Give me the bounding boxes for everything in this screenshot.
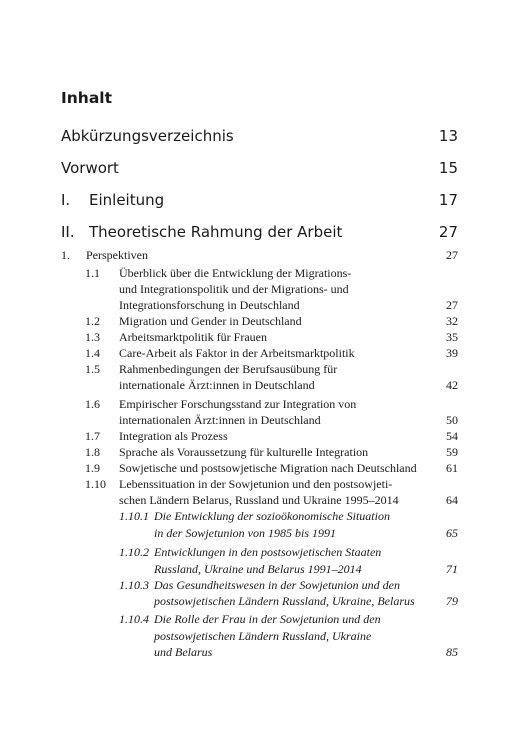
toc-subentry-line: in der Sowjetunion von 1985 bis 1991 — [154, 526, 336, 540]
toc-entry-page: 17 — [438, 191, 458, 209]
toc-entry-line: Überblick über die Entwicklung der Migrations- — [119, 266, 352, 280]
toc-subentry-page: 85 — [446, 645, 458, 659]
toc-subentry-line: Entwicklungen in den postsowjetischen Staaten — [154, 545, 382, 559]
toc-subentry-line: Das Gesundheitswesen in der Sowjetunion und den — [154, 578, 400, 592]
toc-entry-line: Integrationsforschung in Deutschland — [119, 298, 300, 312]
toc-entry-number: 1.2 — [85, 314, 100, 328]
toc-subentry-line: Die Entwicklung der sozioökonomische Situation — [154, 509, 390, 523]
toc-subentry-page: 71 — [446, 562, 458, 576]
toc-subentry-page: 65 — [446, 526, 458, 540]
toc-entry-line: Sowjetische und postsowjetische Migration nach Deutschland — [119, 461, 417, 475]
toc-subentry-line: und Belarus — [154, 645, 213, 659]
toc-subentry-line: Die Rolle der Frau in der Sowjetunion und den — [154, 612, 381, 626]
toc-entry-line: internationalen Ärzt:innen in Deutschland — [119, 413, 321, 427]
toc-entry-number: 1.9 — [85, 461, 100, 475]
toc-entry-line: Empirischer Forschungsstand zur Integration von — [119, 397, 357, 411]
toc-subentry-line: postsowjetischen Ländern Russland, Ukraine — [154, 629, 372, 643]
toc-entry-line: Arbeitsmarktpolitik für Frauen — [119, 330, 267, 344]
toc-entry-page: 27 — [438, 223, 458, 241]
toc-entry-page: 35 — [446, 330, 458, 344]
toc-entry-number: 1.8 — [85, 445, 100, 459]
toc-entry-line: Rahmenbedingungen der Berufsausübung für — [119, 362, 338, 376]
toc-entry-number: 1.3 — [85, 330, 100, 344]
toc-entry-page: 64 — [446, 493, 458, 507]
toc-entry-page: 13 — [438, 127, 458, 145]
toc-entry-line: Integration als Prozess — [119, 429, 228, 443]
toc-entry-number: I. — [61, 191, 71, 209]
toc-entry-line: internationale Ärzt:innen in Deutschland — [119, 378, 315, 392]
toc-entry-line: Sprache als Voraussetzung für kulturelle Integration — [119, 445, 369, 459]
toc-entry-title: Vorwort — [61, 159, 119, 177]
toc-entry-page: 32 — [446, 314, 458, 328]
toc-entry-line: Migration und Gender in Deutschland — [119, 314, 302, 328]
toc-entry-number: 1.10 — [85, 477, 106, 491]
toc-entry-number: 1.7 — [85, 429, 100, 443]
toc-entry-page: 15 — [438, 159, 458, 177]
toc-entry-line: Lebenssituation in der Sowjetunion und den postsowjeti- — [119, 477, 393, 491]
toc-entry-number: 1.1 — [85, 266, 100, 280]
toc-entry-page: 61 — [446, 461, 458, 475]
toc-subentry-page: 79 — [446, 594, 458, 608]
toc-entry-number: 1.6 — [85, 397, 100, 411]
toc-entry-number: II. — [61, 223, 75, 241]
toc-entry-page: 39 — [446, 346, 458, 360]
toc-subentry-number: 1.10.3 — [119, 578, 149, 592]
toc-entry-page: 50 — [446, 413, 458, 427]
toc-heading: Inhalt — [61, 89, 113, 107]
toc-subentry-number: 1.10.2 — [119, 545, 149, 559]
toc-entry-line: und Integrationspolitik und der Migrations- und — [119, 282, 349, 296]
toc-entry-title: Einleitung — [89, 191, 165, 209]
toc-entry-title: Abkürzungsverzeichnis — [61, 127, 234, 145]
toc-section-number: 1. — [61, 248, 70, 262]
toc-entry-title: Theoretische Rahmung der Arbeit — [89, 223, 343, 241]
toc-entry-page: 42 — [446, 378, 458, 392]
toc-entry-page: 54 — [446, 429, 458, 443]
toc-entry-page: 27 — [446, 298, 458, 312]
toc-entry-line: schen Ländern Belarus, Russland und Ukraine 1995–2014 — [119, 493, 399, 507]
toc-section-page: 27 — [446, 248, 458, 262]
toc-entry-line: Care-Arbeit als Faktor in der Arbeitsmarktpolitik — [119, 346, 355, 360]
toc-subentry-number: 1.10.1 — [119, 509, 149, 523]
toc-subentry-line: Russland, Ukraine und Belarus 1991–2014 — [154, 562, 362, 576]
toc-entry-page: 59 — [446, 445, 458, 459]
toc-subentry-line: postsowjetischen Ländern Russland, Ukraine, Belarus — [154, 594, 415, 608]
toc-entry-number: 1.4 — [85, 346, 100, 360]
toc-entry-number: 1.5 — [85, 362, 100, 376]
toc-subentry-number: 1.10.4 — [119, 612, 149, 626]
toc-section-title: Perspektiven — [86, 248, 148, 262]
